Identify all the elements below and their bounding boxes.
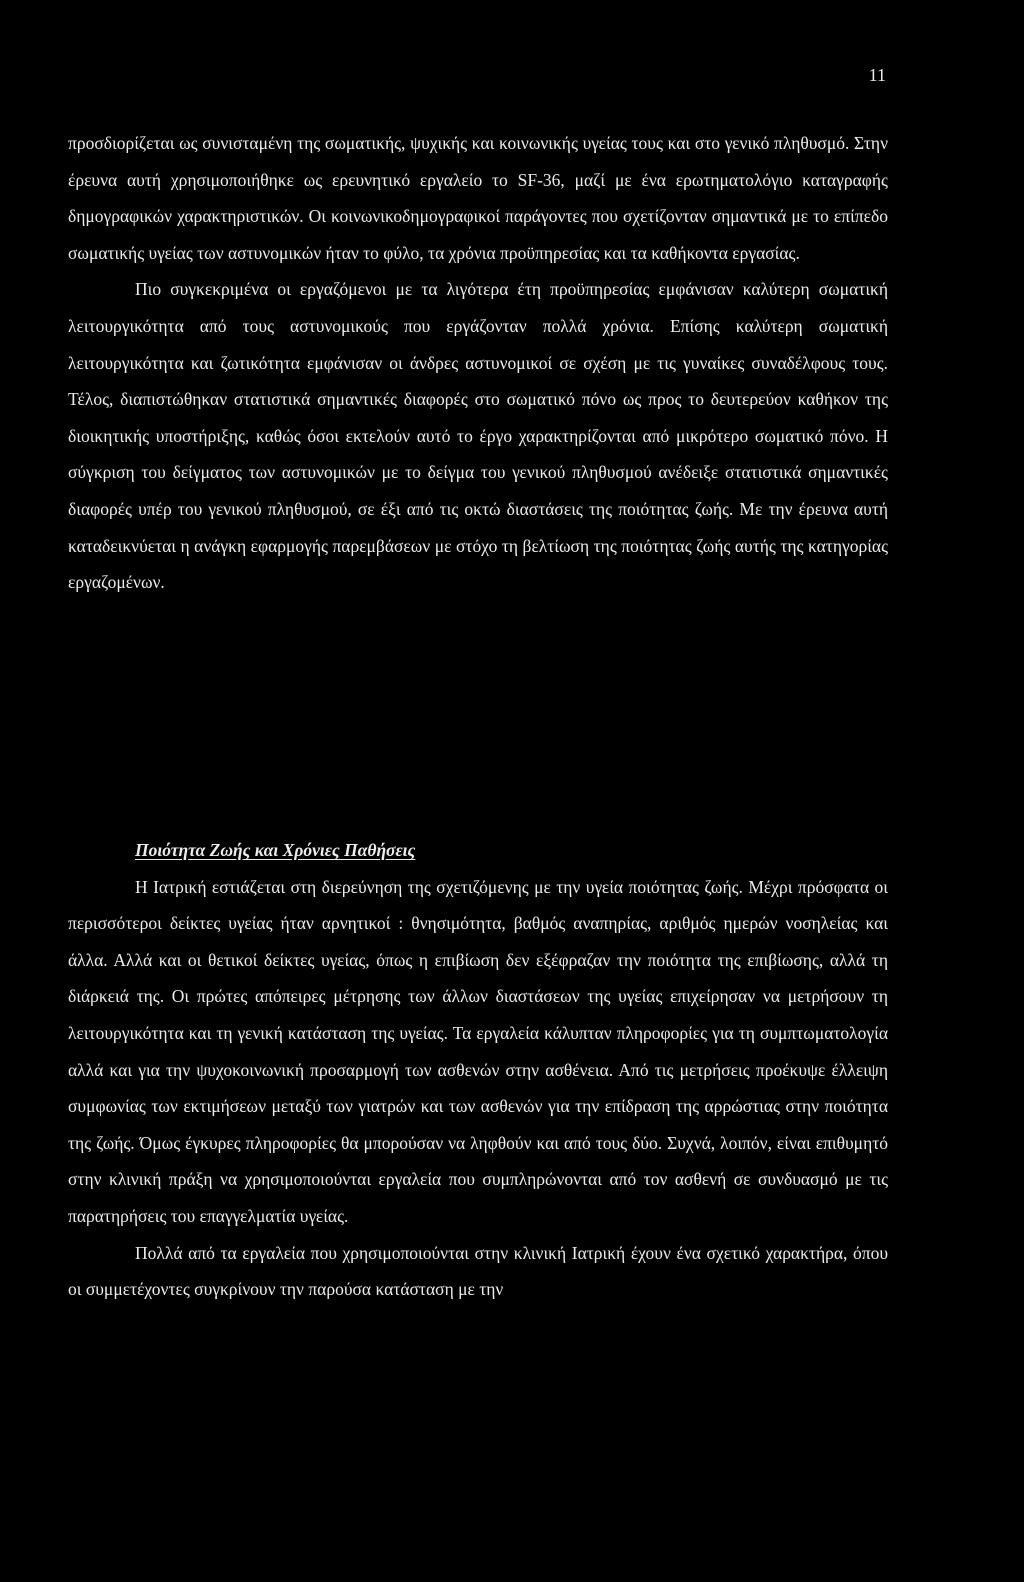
paragraph: Πιο συγκεκριμένα οι εργαζόμενοι με τα λιγότερα έτη προϋπηρεσίας εμφάνισαν καλύτερη σωματική λειτουργικότητα από τους αστυνομικούς που εργάζονταν πολλά χρόνια. Επίσης καλύτερη σωματική λειτουργικότητα και ζωτικότητα εμφάνισαν οι άνδρες αστυνομικοί σε σχέση με τις γυναίκες συναδέλφους τους. Τέλος, διαπιστώθηκαν στατιστικά σημαντικές διαφορές στο σωματικό πόνο ως προς το δευτερεύον καθήκον της διοικητικής υποστήριξης, καθώς όσοι εκτελούν αυτό το έργο χαρακτηρίζονται από μικρότερο σωματικό πόνο. Η σύγκριση του δείγματος των αστυνομικών με το δείγμα του γενικού πληθυσμού ανέδειξε στατιστικά σημαντικές διαφορές υπέρ του γενικού πληθυσμού, σε έξι από τις οκτώ διαστάσεις της ποιότητας ζωής. Με την έρευνα αυτή καταδεικνύεται η ανάγκη εφαρμογής παρεμβάσεων με στόχο τη βελτίωση της ποιότητας ζωής αυτής της κατηγορίας εργαζομένων.: [68, 279, 888, 593]
page-number: 11: [868, 65, 886, 85]
section-quality-of-life: [68, 832, 888, 1308]
paragraph: Πολλά από τα εργαλεία που χρησιμοποιούνται στην κλινική Ιατρική έχουν ένα σχετικό χαρακτήρα, όπου οι συμμετέχοντες συγκρίνουν την παρούσα κατάσταση με την: [68, 1242, 888, 1300]
section-heading: Ποιότητα Ζωής και Χρόνιες Παθήσεις: [135, 840, 416, 860]
body-text: [68, 125, 888, 601]
paragraph: προσδιορίζεται ως συνισταμένη της σωματικής, ψυχικής και κοινωνικής υγείας τους και στο γενικό πληθυσμό. Στην έρευνα αυτή χρησιμοποιήθηκε ως ερευνητικό εργαλείο το SF-36, μαζί με ένα ερωτηματολόγιο καταγραφής δημογραφικών χαρακτηριστικών. Οι κοινωνικοδημογραφικοί παράγοντες που σχετίζονταν σημαντικά με το επίπεδο σωματικής υγείας των αστυνομικών ήταν το φύλο, τα χρόνια προϋπηρεσίας και τα καθήκοντα εργασίας.: [68, 133, 888, 263]
paragraph: Η Ιατρική εστιάζεται στη διερεύνηση της σχετιζόμενης με την υγεία ποιότητας ζωής. Μέχρι πρόσφατα οι περισσότεροι δείκτες υγείας ήταν αρνητικοί : θνησιμότητα, βαθμός αναπηρίας, αριθμός ημερών νοσηλείας και άλλα. Αλλά και οι θετικοί δείκτες υγείας, όπως η επιβίωση δεν εξέφραζαν την ποιότητα της επιβίωσης, αλλά τη διάρκειά της. Οι πρώτες απόπειρες μέτρησης των άλλων διαστάσεων της υγείας επιχείρησαν να μετρήσουν τη λειτουργικότητα και τη γενική κατάσταση της υγείας. Τα εργαλεία κάλυπταν πληροφορίες για τη συμπτωματολογία αλλά και για την ψυχοκοινωνική προσαρμογή των ασθενών στην ασθένεια. Από τις μετρήσεις προέκυψε έλλειψη συμφωνίας των εκτιμήσεων μεταξύ των γιατρών και των ασθενών για την επίδραση της αρρώστιας στην ποιότητα της ζωής. Όμως έγκυρες πληροφορίες θα μπορούσαν να ληφθούν και από τους δύο. Συχνά, λοιπόν, είναι επιθυμητό στην κλινική πράξη να χρησιμοποιούνται εργαλεία που συμπληρώνονται από τον ασθενή σε συνδυασμό με τις παρατηρήσεις του επαγγελματία υγείας.: [68, 876, 888, 1226]
